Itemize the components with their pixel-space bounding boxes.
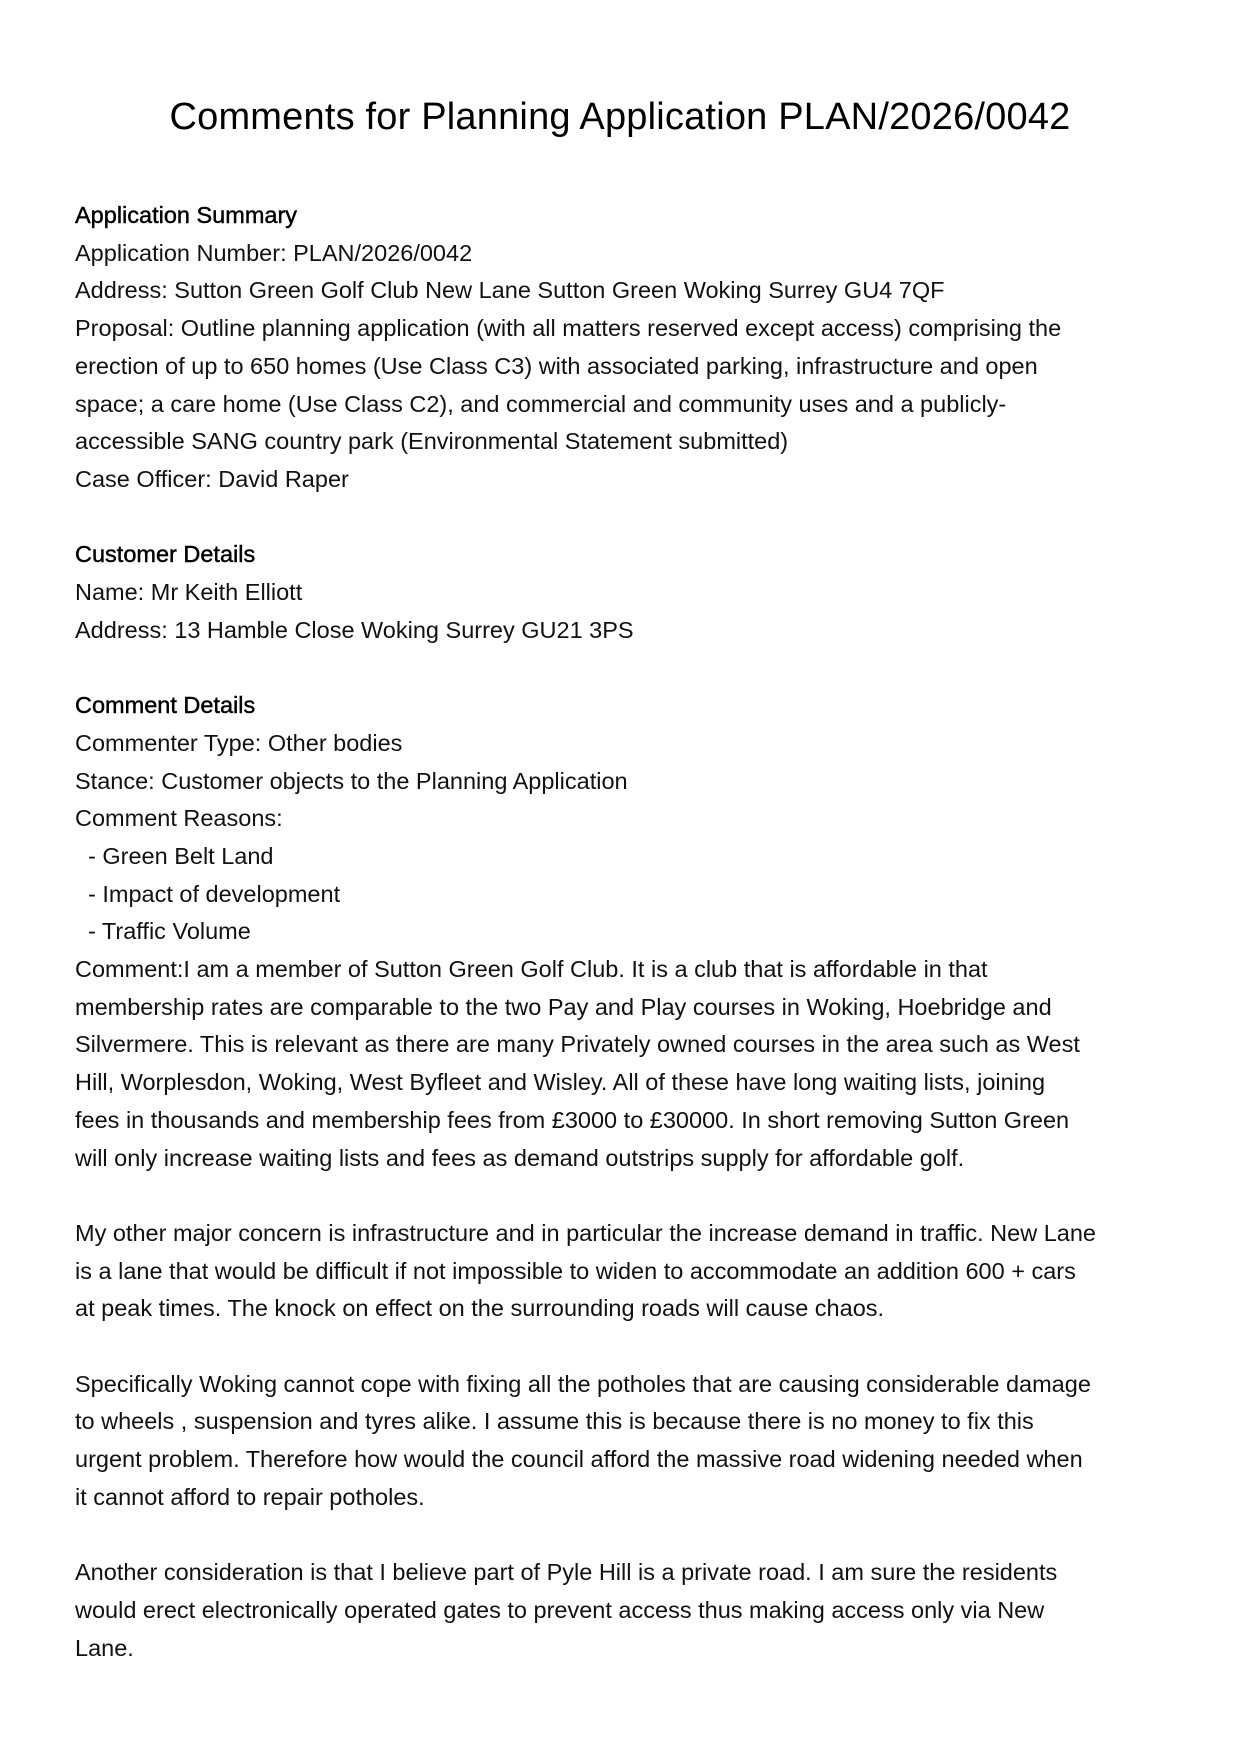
customer-name: Name: Mr Keith Elliott [75, 579, 303, 606]
comment-line: Silvermere. This is relevant as there are many Privately owned courses in the area such as West [75, 1031, 1080, 1058]
comment-line: Comment:I am a member of Sutton Green Golf Club. It is a club that is affordable in that [75, 956, 988, 983]
comment-line: would erect electronically operated gates to prevent access thus making access only via New [75, 1596, 1045, 1623]
comment-paragraph-2 [75, 1215, 1175, 1328]
paragraph-spacer [75, 1177, 1175, 1215]
comment-details-section [75, 687, 1175, 1667]
proposal-line-4: accessible SANG country park (Environmental Statement submitted) [75, 428, 789, 455]
application-summary-heading: Application Summary [75, 202, 298, 228]
comment-line: Lane. [75, 1634, 134, 1661]
comment-line: membership rates are comparable to the two Pay and Play courses in Woking, Hoebridge and [75, 993, 1052, 1020]
comment-line: My other major concern is infrastructure and in particular the increase demand in traffic. New Lane [75, 1219, 1096, 1246]
comment-line: at peak times. The knock on effect on the surrounding roads will cause chaos. [75, 1295, 885, 1322]
comment-reason-item: - Traffic Volume [88, 918, 251, 945]
application-address: Address: Sutton Green Golf Club New Lane Sutton Green Woking Surrey GU4 7QF [75, 277, 945, 304]
comment-line: fees in thousands and membership fees from £3000 to £30000. In short removing Sutton Green [75, 1106, 1070, 1133]
commenter-type: Commenter Type: Other bodies [75, 729, 403, 756]
comment-line: Specifically Woking cannot cope with fixing all the potholes that are causing considerable damage [75, 1370, 1091, 1397]
comment-paragraph-3 [75, 1366, 1175, 1517]
comment-details-heading: Comment Details [75, 692, 256, 719]
comment-paragraph-1 [75, 951, 1175, 1177]
page-title: Comments for Planning Application PLAN/2026/0042 [169, 96, 1071, 138]
comment-line: urgent problem. Therefore how would the council afford the massive road widening needed when [75, 1446, 1083, 1473]
comment-reason-item: - Green Belt Land [88, 842, 274, 869]
case-officer: Case Officer: David Raper [75, 465, 349, 492]
paragraph-spacer [75, 1328, 1175, 1366]
comment-reason-item: - Impact of development [88, 880, 341, 907]
customer-address: Address: 13 Hamble Close Woking Surrey GU21 3PS [75, 616, 634, 643]
comment-paragraph-4 [75, 1554, 1175, 1667]
application-number: Application Number: PLAN/2026/0042 [75, 239, 473, 266]
stance: Stance: Customer objects to the Planning Application [75, 767, 628, 794]
comment-line: Another consideration is that I believe part of Pyle Hill is a private road. I am sure the residents [75, 1559, 1058, 1586]
comment-line: to wheels , suspension and tyres alike. I assume this is because there is no money to fix this [75, 1408, 1034, 1435]
comment-line: Hill, Worplesdon, Woking, West Byfleet and Wisley. All of these have long waiting lists, joining [75, 1069, 1046, 1096]
comment-line: will only increase waiting lists and fees as demand outstrips supply for affordable golf. [75, 1144, 965, 1171]
proposal-line-2: erection of up to 650 homes (Use Class C3) with associated parking, infrastructure and open [75, 352, 1038, 379]
section-spacer [75, 649, 1175, 687]
comment-line: it cannot afford to repair potholes. [75, 1483, 425, 1510]
section-spacer [75, 499, 1175, 537]
proposal-line-3: space; a care home (Use Class C2), and commercial and community uses and a publicly- [75, 390, 1007, 417]
proposal-line-1: Proposal: Outline planning application (with all matters reserved except access) comprising the [75, 315, 1062, 342]
customer-details-section [75, 536, 1175, 649]
customer-details-heading: Customer Details [75, 541, 256, 568]
comment-reasons-label: Comment Reasons: [75, 805, 283, 832]
application-summary-section [75, 197, 1175, 499]
document-content [75, 197, 1175, 1667]
paragraph-spacer [75, 1517, 1175, 1555]
comment-line: is a lane that would be difficult if not impossible to widen to accommodate an addition 600 + cars [75, 1257, 1076, 1284]
